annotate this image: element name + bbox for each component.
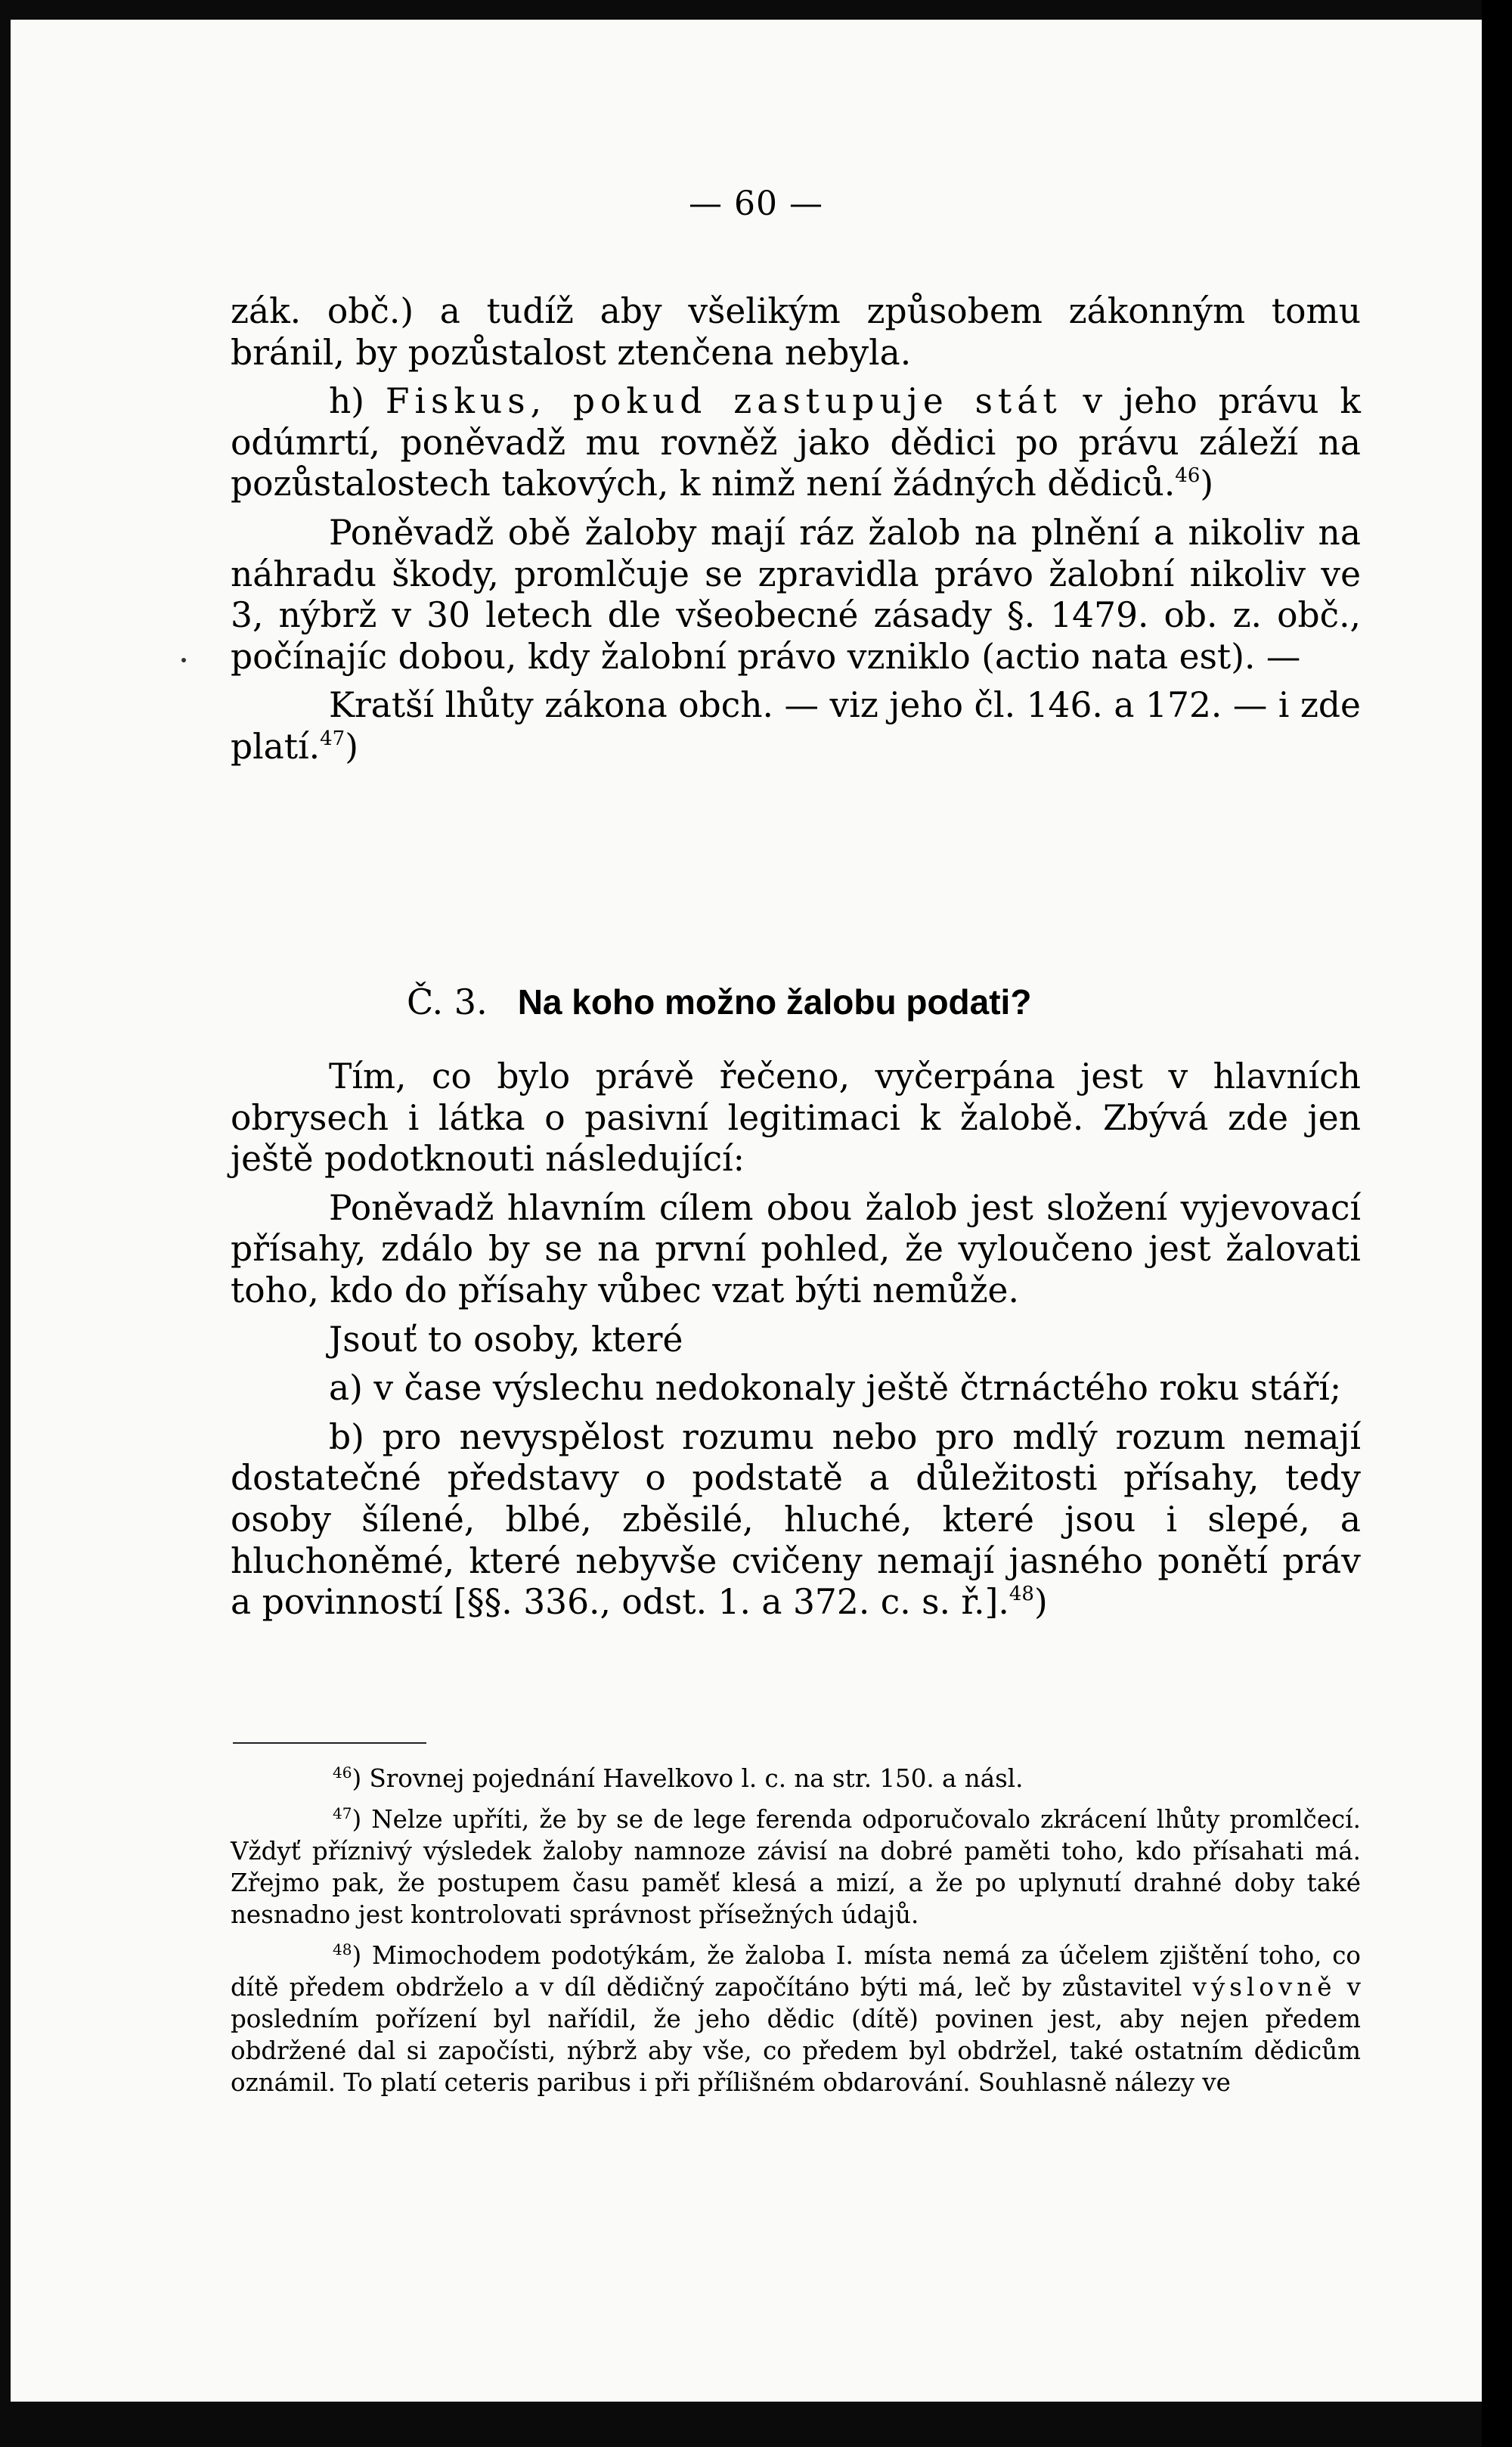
paragraph-fiskus bbox=[231, 381, 1361, 505]
paragraph-continuation: zák. obč.) a tudíž aby všelikým způsobem zákonným tomu bránil, by pozůstalost ztenčena nebyla. bbox=[231, 291, 1361, 373]
footnote-text: ) Mimochodem podotýkám, že žaloba I. místa nemá za účelem zjištění toho, co dítě předem obdrželo a v díl dědičný započítáno býti má, leč by zůstavitel bbox=[231, 1941, 1361, 2002]
footnote-48 bbox=[231, 1940, 1361, 2098]
section-title: Na koho možno žalobu podati? bbox=[517, 982, 1032, 1022]
footnote-divider bbox=[233, 1742, 426, 1744]
paragraph-osoby: Jsouť to osoby, které bbox=[329, 1319, 683, 1360]
footnote-ref: 46 bbox=[1175, 464, 1201, 488]
footnote-ref-close: ) bbox=[1200, 464, 1214, 504]
list-item-a: a) v čase výslechu nedokonaly ještě čtrnáctého roku stáří; bbox=[329, 1368, 1342, 1409]
paragraph-promlceni: Poněvadž obě žaloby mají ráz žalob na plnění a nikoliv na náhradu škody, promlčuje se zpravidla právo žalobní nikoliv ve 3, nýbrž v 30 letech dle všeobecné zásady §. 1479. ob. z. obč., počínajíc dobou, kdy žalobní právo vzniklo (actio nata est). — bbox=[231, 512, 1361, 677]
paragraph-lhuty bbox=[231, 685, 1361, 768]
paragraph-text: Kratší lhůty zákona obch. — viz jeho čl. 146. a 172. — i zde platí. bbox=[231, 685, 1361, 767]
spaced-emphasis: Fiskus, pokud zastupuje stát bbox=[385, 381, 1062, 422]
footnote-mark: 46 bbox=[333, 1763, 352, 1782]
body-text-bottom bbox=[231, 1056, 1361, 1631]
paragraph-text: v jeho právu k odúmrtí, poněvadž mu rovněž jako dědici po právu záleží na pozůstalostech takových, k nimž není žádných dědiců. bbox=[231, 381, 1361, 504]
spaced-emphasis: výslovně bbox=[1192, 1973, 1337, 2002]
page-number: — 60 — bbox=[689, 185, 823, 223]
section-number: Č. 3. bbox=[407, 982, 488, 1022]
footnote-46 bbox=[231, 1763, 1361, 1794]
footnote-ref-close: ) bbox=[1033, 1582, 1048, 1623]
footnote-text: ) Srovnej pojednání Havelkovo l. c. na str. 150. a násl. bbox=[352, 1764, 1024, 1793]
paragraph-prisaha: Poněvadž hlavním cílem obou žalob jest složení vyjevovací přísahy, zdálo by se na první pohled, že vyloučeno jest žalovati toho, kdo do přísahy vůbec vzat býti nemůže. bbox=[231, 1187, 1361, 1310]
footnote-47 bbox=[231, 1803, 1361, 1931]
footnote-mark: 48 bbox=[333, 1940, 352, 1959]
paragraph-intro: Tím, co bylo právě řečeno, vyčerpána jest v hlavních obrysech i látka o pasivní legitimaci k žalobě. Zbývá zde jen ještě podotknouti následující: bbox=[231, 1056, 1361, 1180]
item-letter: h) bbox=[329, 381, 386, 422]
footnote-text: ) Nelze upříti, že by se de lege ferenda odporučovalo zkrácení lhůty promlčecí. Vždyť příznivý výsledek žaloby namnoze závisí na dobré paměti toho, kdo přísahati má. Zřejmo pak, že postupem času paměť klesá a mizí, a že po uplynutí drahné doby také nesnadno jest kontrolovati správnost přísežných údajů. bbox=[231, 1805, 1361, 1929]
body-text-top bbox=[231, 291, 1361, 776]
paragraph-text: b) pro nevyspělost rozumu nebo pro mdlý rozum nemají dostatečné představy o podstatě a důležitosti přísahy, tedy osoby šílené, blbé, zběsilé, hluché, které jsou i slepé, a hluchoněmé, které nebyvše cvičeny nemají jasného ponětí práv a povinností [§§. 336., odst. 1. a 372. c. s. ř.]. bbox=[231, 1416, 1361, 1623]
footnote-text: v posledním pořízení byl nařídil, že jeho dědic (dítě) povinen jest, aby nejen předem obdržené dal si započísti, nýbrž aby vše, co předem byl obdržel, také ostatním dědicům oznámil. To platí ceteris paribus i při přílišném obdarování. Souhlasně nálezy ve bbox=[231, 1973, 1361, 2097]
footnotes bbox=[231, 1763, 1361, 2107]
section-heading bbox=[407, 979, 1031, 1025]
footnote-ref: 47 bbox=[320, 727, 345, 750]
footnote-mark: 47 bbox=[333, 1804, 352, 1822]
margin-mark bbox=[181, 658, 186, 662]
scan-border bbox=[1482, 0, 1512, 2447]
list-item-b bbox=[231, 1417, 1361, 1624]
footnote-ref-close: ) bbox=[345, 726, 358, 767]
footnote-ref: 48 bbox=[1009, 1583, 1034, 1606]
